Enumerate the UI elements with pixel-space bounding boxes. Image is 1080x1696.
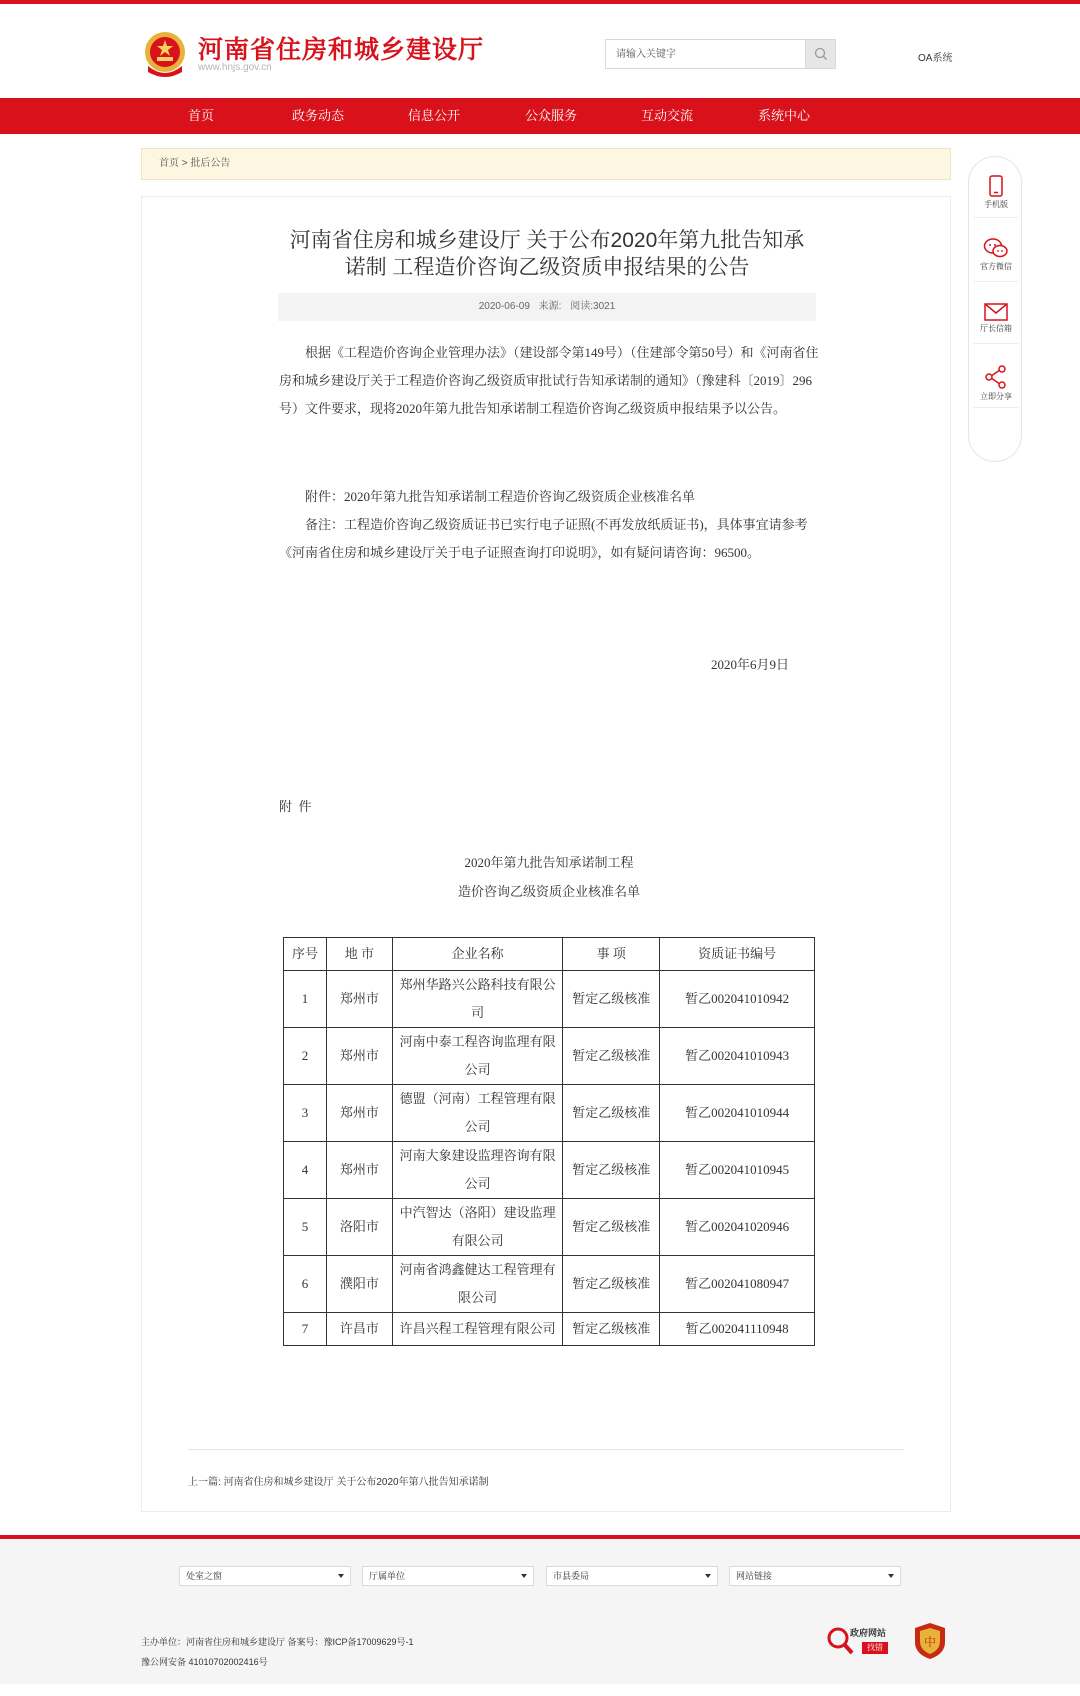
footer-sponsor-info: 主办单位：河南省住房和城乡建设厅 备案号：豫ICP备17009629号-1 (141, 1637, 414, 1647)
footer-police-record: 豫公网安备 41010702002416号 (141, 1657, 268, 1667)
article-note: 备注：工程造价咨询乙级资质证书已实行电子证照(不再发放纸质证书)，具体事宜请参考《河南省住房和城乡建设厅关于电子证照查询打印说明》，如有疑问请咨询：96500。 (279, 517, 808, 560)
table-cell: 暂乙002041010942 (660, 971, 815, 1028)
nav-item-news[interactable]: 政务动态 (292, 108, 345, 123)
search-icon (814, 47, 828, 61)
sidebar-item-share[interactable] (969, 365, 1023, 402)
table-header: 资质证书编号 (660, 938, 815, 971)
party-gov-org-icon[interactable] (914, 1622, 946, 1660)
nav-item-interaction[interactable]: 互动交流 (641, 108, 694, 123)
table-cell: 洛阳市 (326, 1199, 392, 1256)
article-views: 阅读:3021 (570, 301, 616, 312)
table-row (284, 1085, 815, 1142)
article-attachment-line: 附件：2020年第九批告知承诺制工程造价咨询乙级资质企业核准名单 (305, 489, 696, 504)
gov-site-error-report-badge[interactable] (826, 1624, 898, 1658)
table-header: 序号 (284, 938, 327, 971)
badge-text: 政府网站 (850, 1628, 887, 1638)
wechat-icon (983, 237, 1009, 259)
article-source: 来源: (538, 301, 562, 312)
previous-article-link[interactable] (188, 1473, 489, 1488)
table-cell: 河南省鸿鑫健达工程管理有限公司 (392, 1256, 563, 1313)
table-cell: 暂定乙级核准 (563, 1142, 660, 1199)
table-cell: 暂乙002041010943 (660, 1028, 815, 1085)
select-site-links[interactable] (729, 1566, 901, 1586)
sidebar-label: 官方微信 (980, 262, 1012, 271)
sidebar-divider (973, 281, 1019, 282)
breadcrumb-separator: > (179, 158, 191, 169)
table-cell: 暂定乙级核准 (563, 1313, 660, 1346)
table-cell: 郑州市 (326, 1085, 392, 1142)
select-departments[interactable] (179, 1566, 351, 1586)
table-cell: 暂定乙级核准 (563, 971, 660, 1028)
table-row (284, 971, 815, 1028)
table-row (284, 1256, 815, 1313)
table-row (284, 1028, 815, 1085)
sidebar-divider (973, 343, 1019, 344)
table-header: 事 项 (563, 938, 660, 971)
chevron-down-icon (338, 1574, 344, 1578)
table-cell: 许昌兴程工程管理有限公司 (392, 1313, 563, 1346)
search-button[interactable] (805, 40, 835, 68)
national-emblem-icon (142, 30, 188, 78)
chevron-down-icon (705, 1574, 711, 1578)
table-cell: 暂定乙级核准 (563, 1085, 660, 1142)
previous-title[interactable]: 河南省住房和城乡建设厅 关于公布2020年第八批告知承诺制 (223, 1477, 489, 1488)
site-title[interactable]: 河南省住房和城乡建设厅 (198, 36, 485, 64)
mail-icon (984, 303, 1008, 321)
table-cell: 许昌市 (326, 1313, 392, 1346)
table-cell: 暂定乙级核准 (563, 1256, 660, 1313)
table-cell: 河南大象建设监理咨询有限公司 (392, 1142, 563, 1199)
table-cell: 郑州华路兴公路科技有限公司 (392, 971, 563, 1028)
table-cell: 郑州市 (326, 1142, 392, 1199)
table-header-row (284, 938, 815, 971)
sidebar-label: 手机版 (984, 200, 1008, 209)
nav-item-system-center[interactable]: 系统中心 (758, 108, 811, 123)
article-date: 2020-06-09 (478, 301, 530, 312)
select-value: 网站链接 (736, 1571, 773, 1581)
table-cell: 郑州市 (326, 1028, 392, 1085)
article-sign-date: 2020年6月9日 (710, 657, 789, 672)
sidebar-label: 立即分享 (980, 392, 1012, 401)
table-cell: 濮阳市 (326, 1256, 392, 1313)
sidebar-divider (973, 407, 1019, 408)
sidebar-divider (973, 217, 1019, 218)
table-cell: 4 (284, 1142, 327, 1199)
table-cell: 1 (284, 971, 327, 1028)
article-meta (278, 293, 816, 321)
select-affiliated-units[interactable] (362, 1566, 534, 1586)
table-cell: 2 (284, 1028, 327, 1085)
site-url: www.hnjs.gov.cn (198, 62, 272, 73)
chevron-down-icon (888, 1574, 894, 1578)
select-value: 市县委局 (553, 1571, 590, 1581)
breadcrumb (141, 148, 951, 180)
select-city-bureaus[interactable] (546, 1566, 718, 1586)
footer (0, 1539, 1080, 1684)
table-cell: 暂定乙级核准 (563, 1028, 660, 1085)
main-nav (0, 98, 1080, 134)
table-cell: 暂乙002041080947 (660, 1256, 815, 1313)
search-input[interactable] (606, 40, 805, 68)
approved-company-table (283, 937, 815, 1346)
previous-label: 上一篇: (188, 1477, 221, 1488)
table-cell: 6 (284, 1256, 327, 1313)
badge-text: 找错 (862, 1642, 888, 1654)
select-value: 处室之窗 (186, 1571, 223, 1581)
list-title-line1: 2020年第九批告知承诺制工程 (464, 855, 634, 870)
sidebar-item-mobile[interactable] (969, 175, 1023, 210)
oa-system-link[interactable]: OA系统 (918, 53, 953, 64)
breadcrumb-current[interactable]: 批后公告 (190, 158, 231, 169)
article-title: 河南省住房和城乡建设厅 关于公布2020年第九批告知承诺制 工程造价咨询乙级资质申报结果的公告 (289, 229, 805, 279)
mobile-phone-icon (987, 175, 1005, 197)
header (0, 4, 1080, 98)
table-cell: 7 (284, 1313, 327, 1346)
nav-item-disclosure[interactable]: 信息公开 (408, 108, 461, 123)
sidebar-item-mailbox[interactable] (969, 303, 1023, 334)
table-cell: 暂乙002041010944 (660, 1085, 815, 1142)
table-cell: 郑州市 (326, 971, 392, 1028)
svg-text:中: 中 (923, 1635, 937, 1649)
table-cell: 德盟（河南）工程管理有限公司 (392, 1085, 563, 1142)
breadcrumb-home[interactable]: 首页 (159, 158, 179, 169)
share-icon (984, 365, 1008, 389)
table-cell: 暂定乙级核准 (563, 1199, 660, 1256)
appendix-label: 附 件 (279, 799, 312, 814)
table-cell: 中汽智达（洛阳）建设监理有限公司 (392, 1199, 563, 1256)
table-cell: 3 (284, 1085, 327, 1142)
article-paragraph: 根据《工程造价咨询企业管理办法》（建设部令第149号）（住建部令第50号）和《河南省住房和城乡建设厅关于工程造价咨询乙级资质审批试行告知承诺制的通知》（豫建科〔2019〕296号）文件要求，现将2020年第九批告知承诺制工程造价咨询乙级资质申报结果予以公告。 (279, 345, 819, 416)
table-row (284, 1199, 815, 1256)
table-cell: 5 (284, 1199, 327, 1256)
list-title-line2: 造价咨询乙级资质企业核准名单 (457, 884, 640, 899)
floating-sidebar (968, 156, 1022, 462)
table-row (284, 1313, 815, 1346)
nav-item-home[interactable]: 首页 (188, 108, 215, 123)
nav-item-public-service[interactable]: 公众服务 (525, 108, 578, 123)
sidebar-label: 厅长信箱 (980, 324, 1012, 333)
search-box (605, 39, 836, 69)
table-cell: 河南中泰工程咨询监理有限公司 (392, 1028, 563, 1085)
divider (188, 1449, 904, 1450)
table-header: 地 市 (326, 938, 392, 971)
table-cell: 暂乙002041010945 (660, 1142, 815, 1199)
chevron-down-icon (521, 1574, 527, 1578)
article-container (141, 196, 951, 1512)
table-cell: 暂乙002041020946 (660, 1199, 815, 1256)
select-value: 厅属单位 (369, 1571, 406, 1581)
table-cell: 暂乙002041110948 (660, 1313, 815, 1346)
table-header: 企业名称 (392, 938, 563, 971)
table-row (284, 1142, 815, 1199)
sidebar-item-wechat[interactable] (969, 237, 1023, 272)
